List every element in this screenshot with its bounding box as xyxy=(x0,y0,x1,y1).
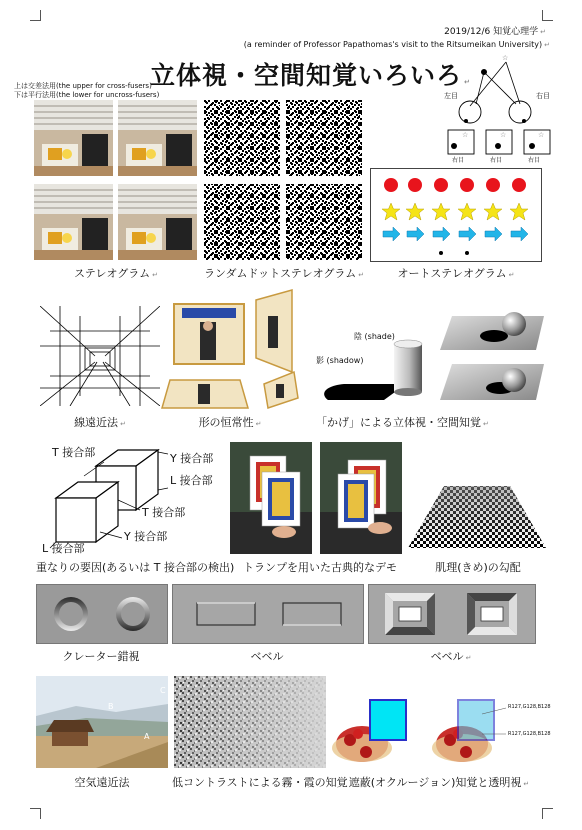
caption-linear-perspective xyxy=(40,414,160,430)
caption-low-contrast-text: 低コントラストによる霧・霞の知覚 xyxy=(172,776,348,789)
aerial-photo-svg xyxy=(36,676,168,768)
caption-card-demo xyxy=(240,559,400,575)
random-dot-patterns xyxy=(204,100,362,262)
caption-texture-gradient-text: 肌理(きめ)の勾配 xyxy=(435,561,521,574)
caption-autostereogram xyxy=(370,265,542,281)
sphere-shadow-svg xyxy=(440,304,550,408)
page-title xyxy=(150,56,471,92)
date-text: 2019/12/6 知覚心理学 xyxy=(444,27,539,37)
date-line xyxy=(444,24,546,37)
shade-shadow-figure xyxy=(314,328,434,408)
fog-noise-svg xyxy=(174,676,326,768)
panel-star-2: ☆ xyxy=(500,131,507,139)
caption-random-dot-text: ランダムドットステレオグラム xyxy=(204,267,357,280)
caption-occlusion-cue-text: 重なりの要因(あるいは T 接合部の検出) xyxy=(36,561,235,574)
caption-crater-text: クレーター錯視 xyxy=(62,650,140,663)
y-junction-bottom-label: Y 接合部 xyxy=(124,530,168,543)
caption-occlusion-transparency-text: 遮蔽(オクルージョン)知覚と透明視 xyxy=(348,776,522,789)
crater-illusion-figure xyxy=(36,584,168,644)
photo-label-b: B xyxy=(108,702,114,711)
occlusion-transparency-figure xyxy=(332,694,551,770)
shade-label: 陰 (shade) xyxy=(354,332,395,341)
caption-shading xyxy=(316,414,489,430)
caption-shape-constancy-text: 形の恒常性 xyxy=(198,416,254,429)
panel-label-2: 右目 xyxy=(490,157,503,164)
return-mark: ↵ xyxy=(544,41,550,49)
return-mark: ↵ xyxy=(464,78,471,86)
caption-texture-gradient xyxy=(410,559,546,575)
caption-low-contrast xyxy=(172,774,348,790)
shape-constancy-svg xyxy=(160,288,300,410)
checker-plane-svg xyxy=(408,484,546,550)
return-mark: ↵ xyxy=(358,271,365,279)
return-mark: ↵ xyxy=(523,780,530,788)
eye-geometry-svg xyxy=(440,54,560,166)
sphere-shadow-figure xyxy=(440,304,550,408)
return-mark: ↵ xyxy=(152,271,159,279)
caption-aerial-text: 空気遠近法 xyxy=(74,776,130,789)
bevel-figure-2 xyxy=(368,584,536,644)
shadow-label: 影 (shadow) xyxy=(316,356,364,365)
low-contrast-figure xyxy=(174,676,326,768)
caption-aerial xyxy=(36,774,168,790)
crater-svg xyxy=(37,585,167,643)
right-eye-label: 右目 xyxy=(536,92,550,100)
caption-occlusion-cue xyxy=(36,559,236,575)
return-mark: ↵ xyxy=(120,420,126,428)
autostereogram-panel xyxy=(370,168,542,262)
photo-label-a: A xyxy=(144,732,150,741)
panel-label-3: 右目 xyxy=(528,157,541,164)
l-junction-right-label: L 接合部 xyxy=(170,474,213,487)
caption-random-dot xyxy=(204,265,364,281)
caption-card-demo-text: トランプを用いた古典的なデモ xyxy=(243,561,397,574)
texture-gradient-figure xyxy=(408,484,546,550)
left-eye-label: 左目 xyxy=(444,92,458,100)
linear-perspective-figure xyxy=(40,306,160,406)
crop-mark-bottom-right xyxy=(542,808,553,819)
return-mark: ↵ xyxy=(483,420,489,428)
panel-star-3: ☆ xyxy=(538,131,545,139)
autostereogram-shapes xyxy=(371,169,541,261)
title-text: 立体視・空間知覚いろいろ xyxy=(150,61,463,90)
caption-crater xyxy=(36,648,166,664)
t-junction-mid-label: T 接合部 xyxy=(142,506,186,519)
return-mark: ↵ xyxy=(540,28,546,36)
caption-occlusion-transparency xyxy=(336,774,542,790)
bevel-2-svg xyxy=(369,585,535,643)
random-dot-stereogram xyxy=(204,100,362,262)
aerial-perspective-photo xyxy=(36,676,168,768)
caption-bevel-2-text: ベベル xyxy=(430,650,464,663)
return-mark: ↵ xyxy=(255,420,262,428)
fusion-note xyxy=(14,82,159,100)
caption-autostereogram-text: オートステレオグラム xyxy=(397,267,507,280)
crop-mark-top-right xyxy=(542,10,553,21)
rgb-value-1: R127,G128,B128 xyxy=(508,704,551,710)
l-junction-left-label: L 接合部 xyxy=(42,542,85,555)
rgb-value-2: R127,G128,B128 xyxy=(508,731,551,737)
note-line-cross: 上は交差法用(the upper for cross-fusers) xyxy=(14,82,152,90)
eye-star: ☆ xyxy=(502,54,509,62)
y-junction-top-label: Y 接合部 xyxy=(170,452,214,465)
bevel-figure-1 xyxy=(172,584,364,644)
caption-stereogram-text: ステレオグラム xyxy=(73,267,151,280)
reminder-text: (a reminder of Professor Papathomas's visit to the Ritsumeikan University) xyxy=(243,40,543,49)
t-junction-top-label: T 接合部 xyxy=(52,446,96,459)
return-mark: ↵ xyxy=(508,271,515,279)
panel-star-1: ☆ xyxy=(462,131,469,139)
reminder-line xyxy=(244,40,550,49)
stereogram-photos xyxy=(34,100,198,262)
note-line-uncross: 下は平行法用(the lower for uncross-fusers) xyxy=(14,91,160,99)
caption-bevel-1-text: ベベル xyxy=(250,650,284,663)
playing-cards-figure xyxy=(230,442,402,554)
junction-cubes-figure xyxy=(40,444,230,556)
caption-stereogram xyxy=(34,265,198,281)
caption-bevel-1 xyxy=(172,648,362,664)
stereogram-figure xyxy=(34,100,198,262)
bevel-1-svg xyxy=(173,585,363,643)
crop-mark-top-left xyxy=(30,10,41,21)
perspective-lines xyxy=(40,306,160,406)
caption-shape-constancy xyxy=(160,414,300,430)
crop-mark-bottom-left xyxy=(30,808,41,819)
playing-cards-svg xyxy=(230,442,402,554)
caption-shading-text: 「かげ」による立体視・空間知覚 xyxy=(316,416,481,429)
return-mark: ↵ xyxy=(465,654,472,662)
caption-bevel-2 xyxy=(368,648,534,664)
photo-label-c: C xyxy=(160,686,166,695)
binocular-eye-diagram xyxy=(440,54,560,166)
panel-label-1: 右目 xyxy=(452,157,465,164)
shape-constancy-figure xyxy=(160,288,300,410)
caption-linear-perspective-text: 線遠近法 xyxy=(74,416,119,429)
